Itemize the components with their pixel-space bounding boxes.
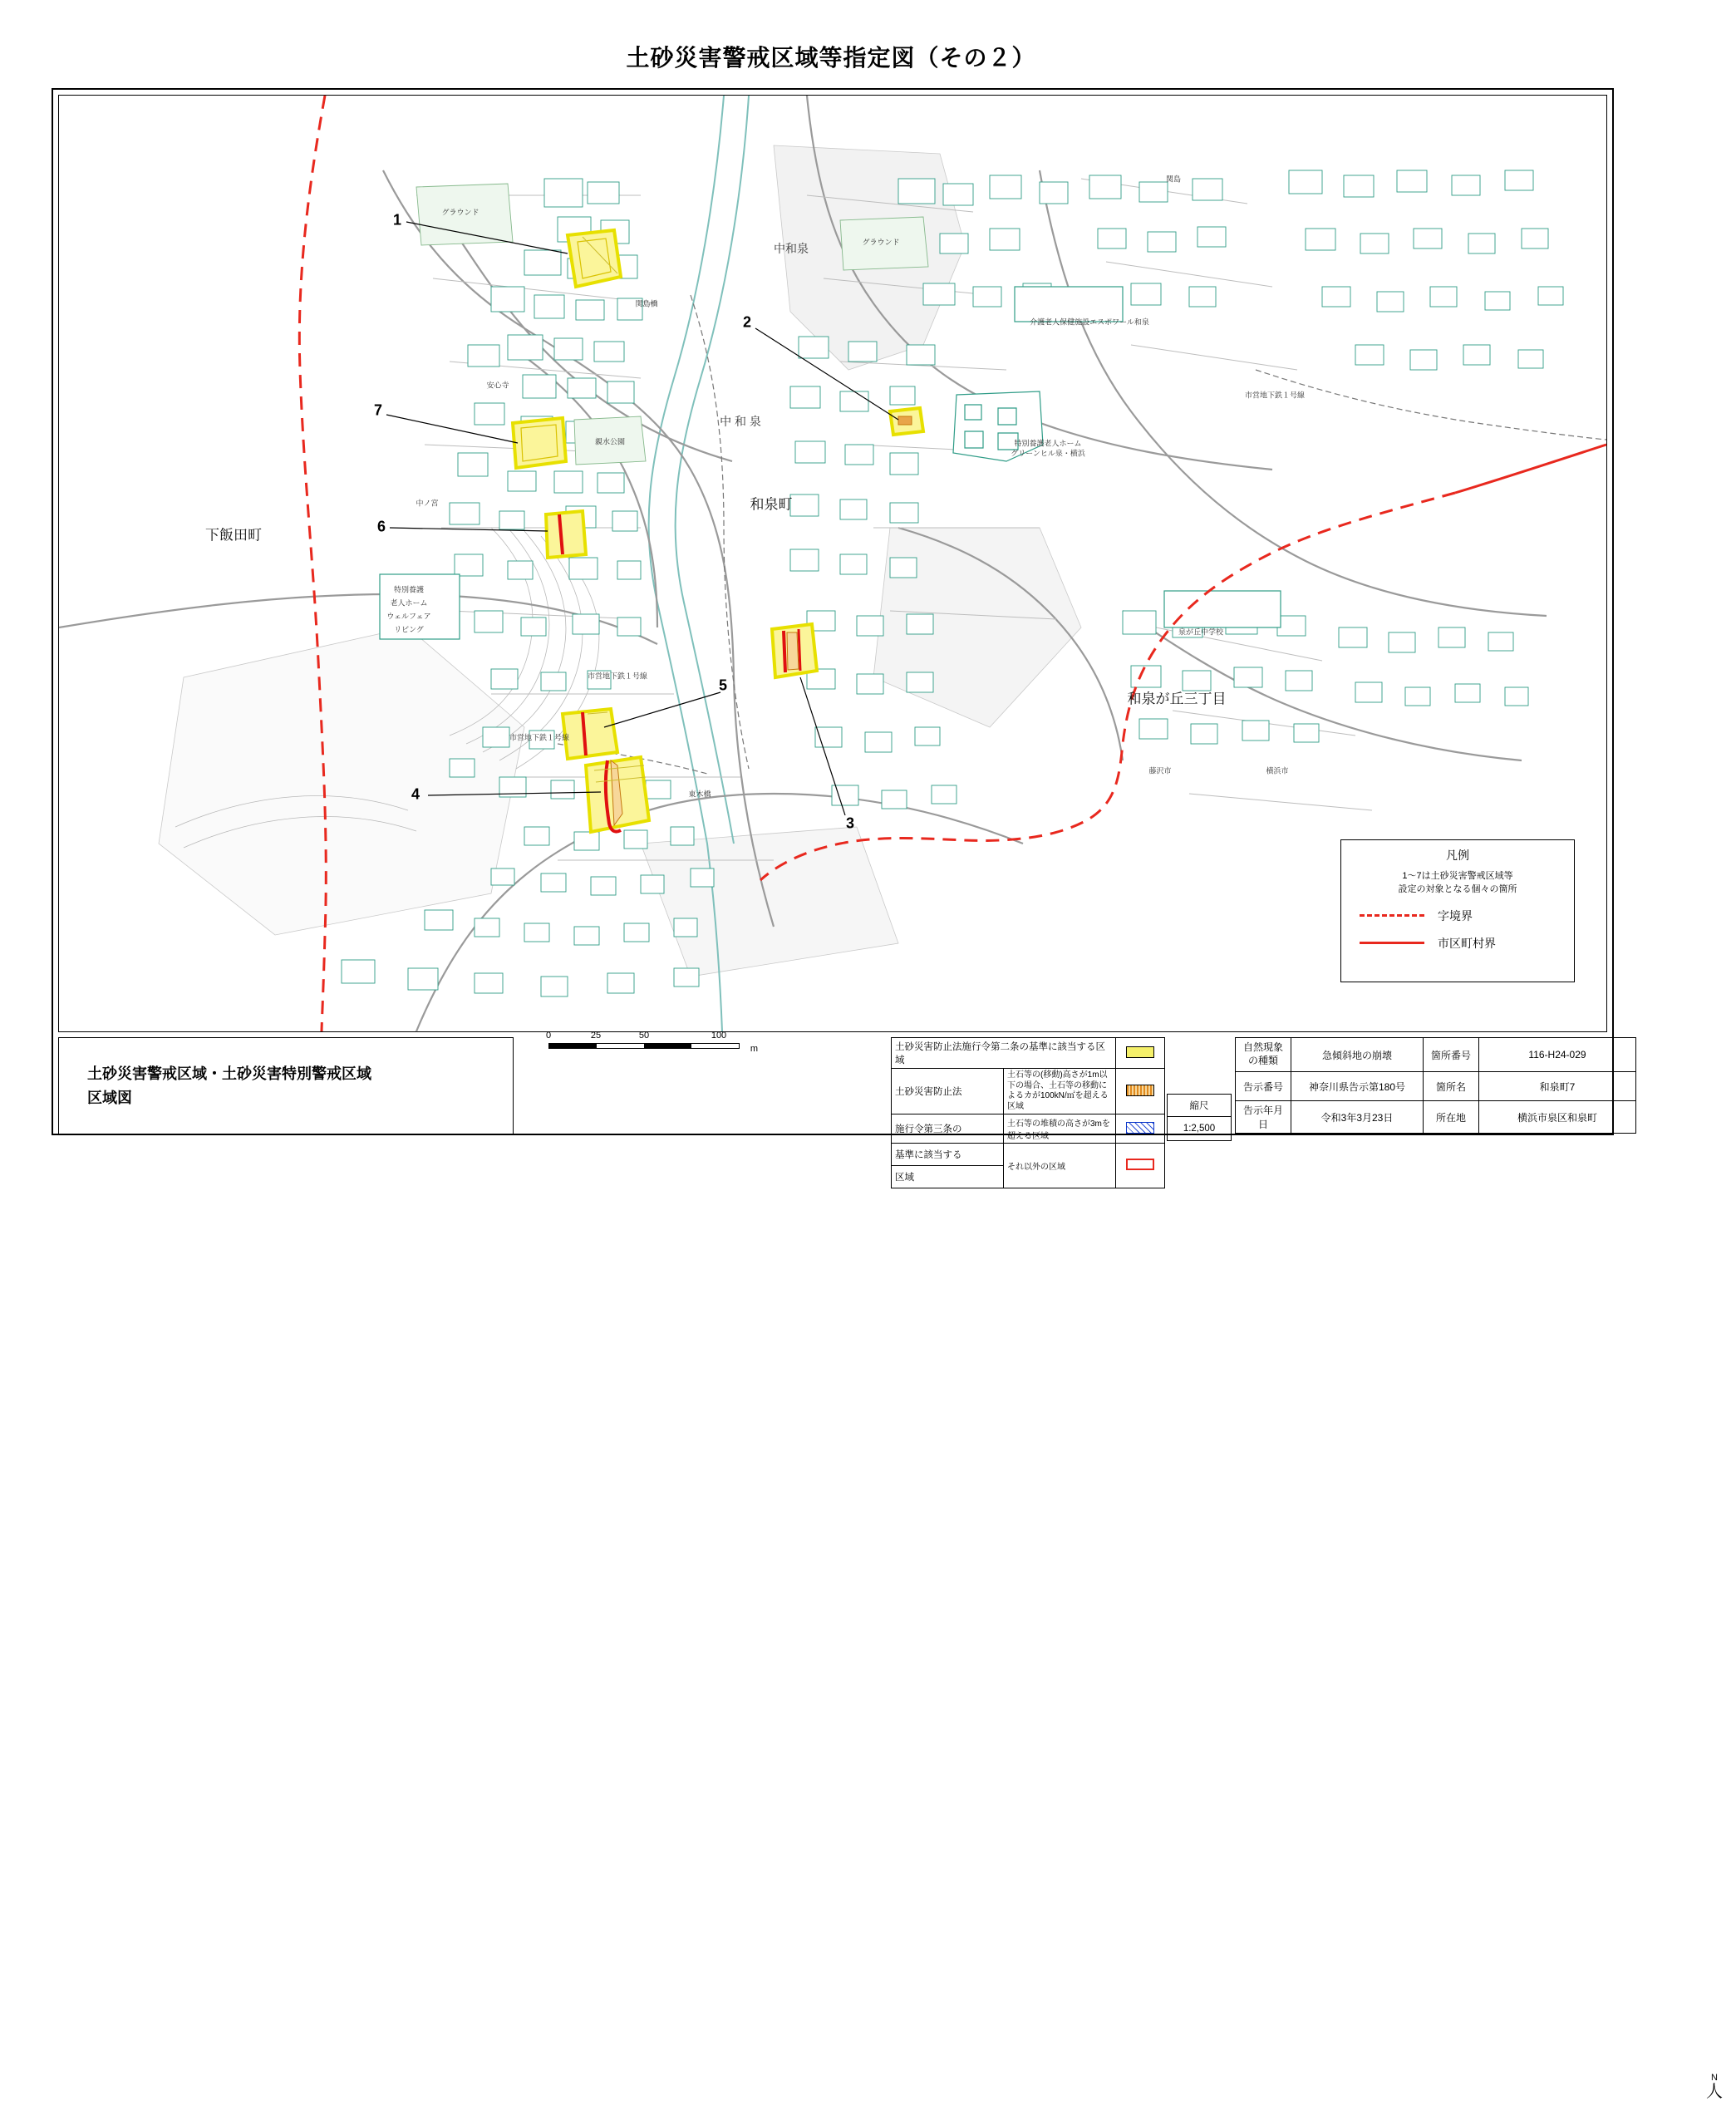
- callout-6: 6: [376, 518, 386, 535]
- attr-label-address: 所在地: [1435, 1111, 1466, 1124]
- category-desc-2: 土石等の堆積の高さが3mを超える区域: [1007, 1119, 1110, 1141]
- callout-7: 7: [373, 401, 383, 419]
- scale-tick-100: 100: [711, 1031, 727, 1041]
- callout-5: 5: [718, 677, 728, 694]
- attr-value-notice-no: 神奈川県告示第180号: [1308, 1080, 1406, 1093]
- scale-unit: m: [750, 1044, 758, 1054]
- dashed-line-swatch: [1360, 914, 1424, 917]
- table-row: [1168, 1095, 1232, 1117]
- map-label-subway-3: 市営地下鉄１号線: [1244, 391, 1306, 400]
- map-label-ground-2: グラウンド: [862, 238, 900, 247]
- attr-label-phenomenon-1: 自然現象: [1242, 1041, 1283, 1054]
- page-title: 土砂災害警戒区域等指定図（その２）: [626, 45, 1036, 71]
- map-label-sekishima: 関島: [1165, 175, 1182, 184]
- bottom-info-panel: [515, 1034, 1723, 2101]
- attr-value-location-no: 116-H24-029: [1528, 1049, 1586, 1060]
- swatch-blue: [1126, 1122, 1154, 1134]
- map-label-izumigaoka3: 和泉が丘三丁目: [1127, 691, 1227, 707]
- category-desc-3: それ以外の区域: [1007, 1163, 1065, 1172]
- legend-title: 凡例: [1446, 849, 1469, 862]
- scale-tick-25: 25: [590, 1031, 602, 1041]
- category-desc-1: 土石等の(移動)高さが1m以下の場合、土石等の移動によるカが100kN/㎡を超える区域: [1007, 1070, 1109, 1111]
- attr-value-phenomenon: 急傾斜地の崩壊: [1321, 1049, 1392, 1061]
- legend-description: [1341, 870, 1574, 897]
- map-label-welfare-2: 老人ホーム: [390, 598, 428, 608]
- attr-label-location-name: 箇所名: [1435, 1080, 1466, 1093]
- legend-panel: [1340, 839, 1575, 982]
- sheet-title-line1: 土砂災害警戒区域・土砂災害特別警戒区域: [87, 1065, 371, 1083]
- swatch-orange: [1126, 1085, 1154, 1096]
- scale-table: [1167, 1094, 1232, 1141]
- map-label-shimoiida: 下飯田町: [205, 527, 262, 544]
- attr-label-notice-date: 告示年月日: [1242, 1105, 1283, 1130]
- category-label-1: 土砂災害防止法: [895, 1087, 962, 1097]
- map-label-izumigaoka-jhs: 泉が丘中学校: [1178, 627, 1224, 637]
- scale-value: 1:2,500: [1183, 1124, 1216, 1134]
- legend-item-label: 市区町村界: [1438, 936, 1496, 950]
- map-label-izumicho: 和泉町: [750, 496, 793, 513]
- category-table: [891, 1037, 1165, 1188]
- legend-item-municipal-boundary: [1341, 935, 1574, 952]
- table-row: [892, 1069, 1165, 1114]
- table-row: [1236, 1038, 1636, 1072]
- map-label-welfare-1: 特別養護: [393, 585, 425, 594]
- map-label-welfare-4: リビング: [394, 625, 424, 634]
- attr-value-notice-date: 令和3年3月23日: [1320, 1111, 1394, 1124]
- scale-tick-0: 0: [545, 1031, 552, 1041]
- attr-label-location-no: 箇所番号: [1430, 1049, 1471, 1061]
- legend-description-line1: 1～7は土砂災害警戒区域等: [1402, 871, 1513, 881]
- map-label-tokubetsu-yougo-1: 特別養護老人ホーム: [1014, 439, 1082, 448]
- map-label-greenhill-izumi: グリーンヒル泉・横浜: [1011, 449, 1085, 458]
- scale-label: 縮尺: [1189, 1101, 1209, 1111]
- callout-3: 3: [845, 814, 855, 832]
- legend-description-line2: 設定の対象となる個々の箇所: [1398, 883, 1517, 894]
- sheet-title-block: [58, 1037, 514, 1135]
- map-label-nakaizumi-2: 中 和 泉: [720, 415, 761, 428]
- legend-item-aza-boundary: [1341, 908, 1574, 924]
- callout-1: 1: [392, 211, 402, 229]
- callout-4: 4: [411, 785, 420, 803]
- north-arrow-glyph: 人: [1706, 2083, 1723, 2101]
- callout-2: 2: [742, 313, 752, 331]
- map-label-subway-2: 市営地下鉄１号線: [509, 733, 570, 742]
- swatch-yellow: [1126, 1046, 1154, 1058]
- attr-value-location-name: 和泉町7: [1539, 1080, 1576, 1093]
- legend-item-label: 字境界: [1438, 908, 1473, 923]
- north-arrow: [1693, 2073, 1736, 2100]
- map-label-subway-1: 市営地下鉄１号線: [587, 672, 648, 681]
- map-label-fujisawashi: 藤沢市: [1148, 766, 1172, 775]
- map-label-higashikibashi: 東木橋: [688, 790, 711, 799]
- category-label-0: 土砂災害防止法施行令第二条の基準に該当する区域: [895, 1042, 1105, 1065]
- map-label-welfare-3: ウェルフェア: [386, 612, 431, 621]
- table-row: [892, 1038, 1165, 1069]
- table-row: [892, 1144, 1165, 1166]
- map-label-nakanomiya: 中ノ宮: [416, 499, 439, 508]
- table-row: [1236, 1101, 1636, 1134]
- map-label-shinsui-park: 親水公園: [594, 437, 626, 446]
- table-row: [1236, 1072, 1636, 1101]
- sheet-title-line2: 区域図: [87, 1090, 132, 1106]
- map-label-yokohamashi: 横浜市: [1266, 766, 1289, 775]
- map-label-ground-1: グラウンド: [441, 208, 479, 217]
- map-label-espoir-izumi: 介護老人保健施設エスポワール和泉: [1030, 317, 1149, 327]
- north-letter: N: [1711, 2073, 1718, 2083]
- scale-tick-50: 50: [638, 1031, 650, 1041]
- attr-value-address: 横浜市泉区和泉町: [1517, 1111, 1597, 1124]
- map-label-nakaizumi-1: 中和泉: [774, 242, 809, 255]
- attribute-table: [1235, 1037, 1636, 1134]
- category-label-3: 基準に該当する: [895, 1150, 962, 1160]
- solid-line-swatch: [1360, 942, 1424, 944]
- attr-label-phenomenon-2: の種類: [1247, 1055, 1278, 1066]
- map-label-sekishimabashi: 関島橋: [635, 299, 658, 308]
- table-row: [1168, 1117, 1232, 1141]
- map-label-anshinji: 安心寺: [486, 381, 509, 390]
- swatch-red: [1126, 1159, 1154, 1170]
- category-label-4: 区域: [895, 1173, 914, 1183]
- attr-label-notice-no: 告示番号: [1242, 1080, 1283, 1093]
- category-label-2: 施行令第三条の: [895, 1124, 962, 1134]
- table-row: [892, 1114, 1165, 1144]
